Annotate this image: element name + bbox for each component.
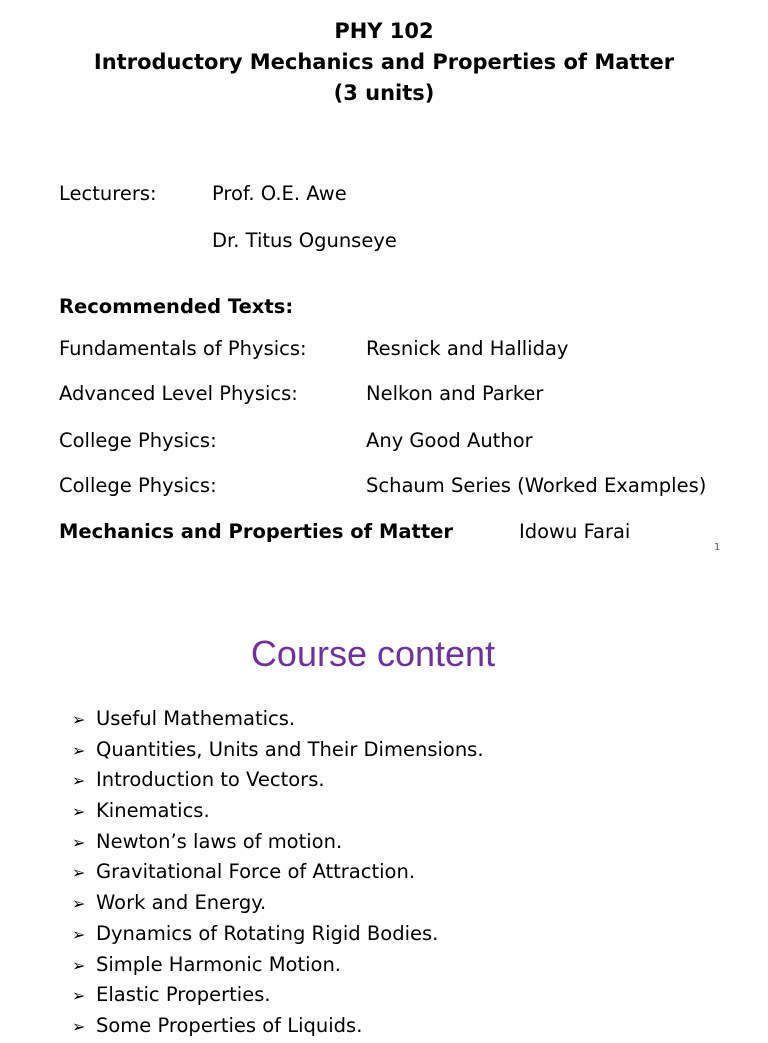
- slide-2: [0, 560, 768, 1037]
- text-title-3: College Physics:: [59, 429, 217, 452]
- arrow-bullet-icon: ➢: [72, 1016, 86, 1036]
- arrow-bullet-icon: ➢: [72, 832, 86, 852]
- course-content-title: Course content: [250, 633, 496, 674]
- lecturers-label: Lecturers:: [59, 182, 157, 205]
- topic-text: Dynamics of Rotating Rigid Bodies.: [96, 921, 439, 945]
- arrow-bullet-icon: ➢: [72, 924, 86, 944]
- list-item: [72, 857, 484, 888]
- arrow-bullet-icon: ➢: [72, 986, 86, 1006]
- arrow-bullet-icon: ➢: [72, 894, 86, 914]
- text-author-1: Resnick and Halliday: [366, 337, 569, 360]
- text-title-5: Mechanics and Properties of Matter: [59, 520, 453, 543]
- topic-list: [72, 704, 484, 1042]
- course-units: (3 units): [333, 81, 435, 105]
- topic-text: Gravitational Force of Attraction.: [96, 860, 416, 884]
- lecturer-2: Dr. Titus Ogunseye: [212, 229, 397, 252]
- topic-text: Quantities, Units and Their Dimensions.: [96, 737, 484, 761]
- text-title-1: Fundamentals of Physics:: [59, 337, 307, 360]
- list-item: [72, 765, 484, 796]
- list-item: [72, 1011, 484, 1042]
- list-item: [72, 980, 484, 1011]
- text-author-3: Any Good Author: [366, 429, 533, 452]
- topic-text: Kinematics.: [96, 799, 210, 823]
- course-title: Introductory Mechanics and Properties of Matter: [93, 50, 675, 74]
- text-title-4: College Physics:: [59, 474, 217, 497]
- text-title-2: Advanced Level Physics:: [59, 382, 298, 405]
- list-item: [72, 735, 484, 766]
- list-item: [72, 827, 484, 858]
- topic-text: Newton’s laws of motion.: [96, 829, 343, 853]
- course-code: PHY 102: [334, 19, 434, 43]
- arrow-bullet-icon: ➢: [72, 802, 86, 822]
- list-item: [72, 919, 484, 950]
- text-author-2: Nelkon and Parker: [366, 382, 544, 405]
- list-item: [72, 950, 484, 981]
- arrow-bullet-icon: ➢: [72, 955, 86, 975]
- list-item: [72, 888, 484, 919]
- text-author-4: Schaum Series (Worked Examples): [366, 474, 707, 497]
- list-item: [72, 796, 484, 827]
- topic-text: Simple Harmonic Motion.: [96, 952, 341, 976]
- arrow-bullet-icon: ➢: [72, 771, 86, 791]
- arrow-bullet-icon: ➢: [72, 863, 86, 883]
- topic-text: Work and Energy.: [96, 891, 267, 915]
- text-author-5: Idowu Farai: [519, 520, 631, 543]
- arrow-bullet-icon: ➢: [72, 740, 86, 760]
- page-number: 1: [714, 542, 721, 553]
- topic-text: Elastic Properties.: [96, 983, 271, 1007]
- recommended-texts-heading: Recommended Texts:: [59, 295, 294, 318]
- topic-text: Some Properties of Liquids.: [96, 1013, 363, 1037]
- topic-text: Introduction to Vectors.: [96, 768, 325, 792]
- topic-text: Useful Mathematics.: [96, 707, 296, 730]
- arrow-bullet-icon: ➢: [72, 710, 86, 729]
- lecturer-1: Prof. O.E. Awe: [212, 182, 347, 205]
- list-item: [72, 704, 484, 735]
